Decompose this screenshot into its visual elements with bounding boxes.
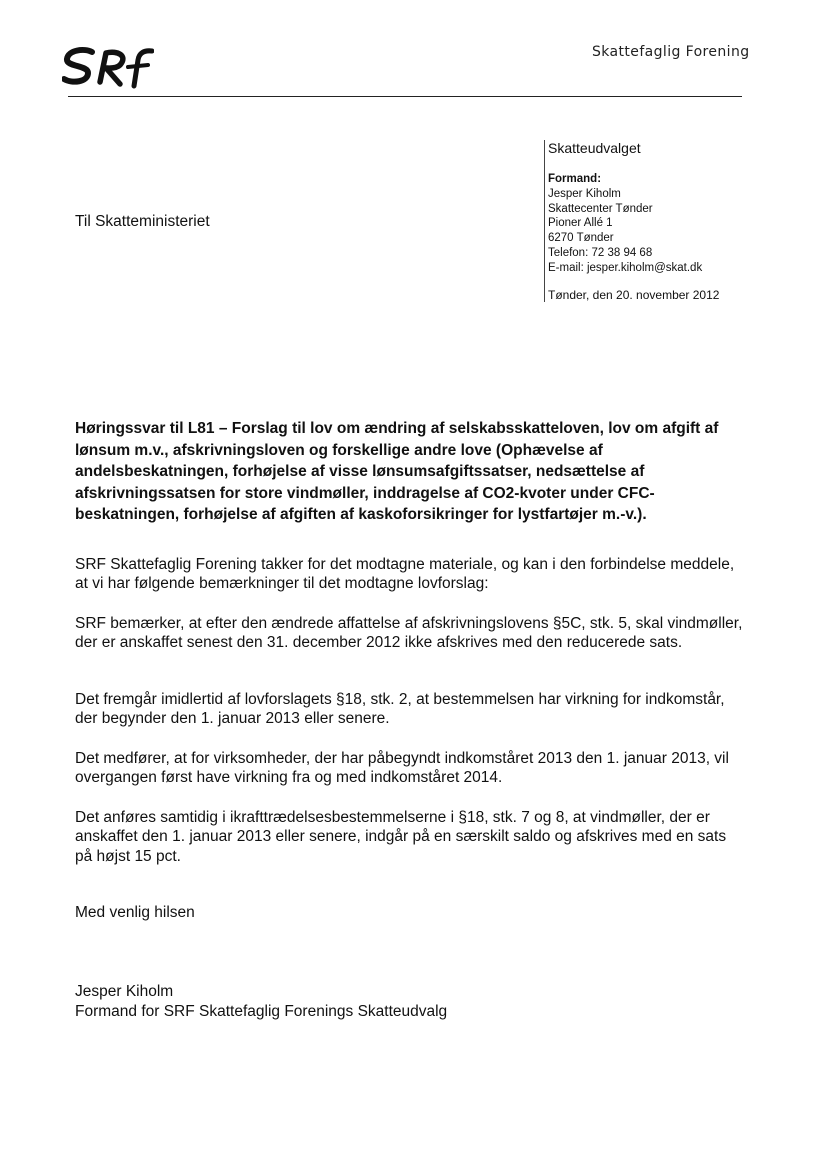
body-paragraph: Det medfører, at for virksomheder, der har påbegyndt indkomståret 2013 den 1. januar 2013, vil overgangen først have virkning fra og med indkomståret 2014. [75,750,729,787]
organization-name: Skattefaglig Forening [592,44,750,60]
signature-block [75,982,447,1021]
sender-street: Pioner Allé 1 [548,217,613,230]
body-paragraph: Det fremgår imidlertid af lovforslagets §18, stk. 2, at bestemmelsen har virkning for indkomstår, der begynder den 1. januar 2013 eller senere. [75,691,725,728]
body-paragraph: Det anføres samtidig i ikrafttrædelsesbestemmelserne i §18, stk. 7 og 8, at vindmøller, der er anskaffet den 1. januar 2013 eller senere, indgår på en særskilt saldo og afskrives med en sats på højst 15 pct. [75,809,727,865]
closing-greeting: Med venlig hilsen [75,904,195,921]
sender-block [544,140,768,302]
signer-title: Formand for SRF Skattefaglig Forenings Skatteudvalg [75,1002,448,1020]
body-paragraph: SRF bemærker, at efter den ændrede affattelse af afskrivningslovens §5C, stk. 5, skal vindmøller, der er anskaffet senest den 31. december 2012 ikke afskrives med den reducerede sats. [75,615,743,652]
letter-subject: Høringssvar til L81 – Forslag til lov om ændring af selskabsskatteloven, lov om afgift af lønsum m.v., afskrivningsloven og forskellige andre love (Ophævelse af andelsbeskatningen, forhøjelse af visse lønsumsafgiftssatser, nedsættelse af afskrivningssatsen for store vindmøller, inddragelse af CO2-kvoter under CFC-beskatningen, forhøjelse af afgiften af kaskoforsikringer for lystfartøjer m.-v.). [75,420,719,524]
recipient: Til Skatteministeriet [75,213,210,230]
sender-email: E-mail: jesper.kiholm@skat.dk [548,261,703,274]
letter-date: Tønder, den 20. november 2012 [548,287,720,302]
sender-postal: 6270 Tønder [548,232,614,245]
sender-phone: Telefon: 72 38 94 68 [548,246,653,259]
srf-logo [62,44,154,90]
signer-name: Jesper Kiholm [75,983,174,1000]
sender-name: Jesper Kiholm [548,187,621,200]
header-divider [68,96,742,97]
svg-text:SRF: SRF [62,44,64,45]
sender-role-label: Formand: [548,173,602,185]
body-paragraph: SRF Skattefaglig Forening takker for det modtagne materiale, og kan i den forbindelse meddele, at vi har følgende bemærkninger til det modtagne lovforslag: [75,556,735,593]
sender-office: Skattecenter Tønder [548,202,653,215]
sender-committee: Skatteudvalget [548,140,641,156]
